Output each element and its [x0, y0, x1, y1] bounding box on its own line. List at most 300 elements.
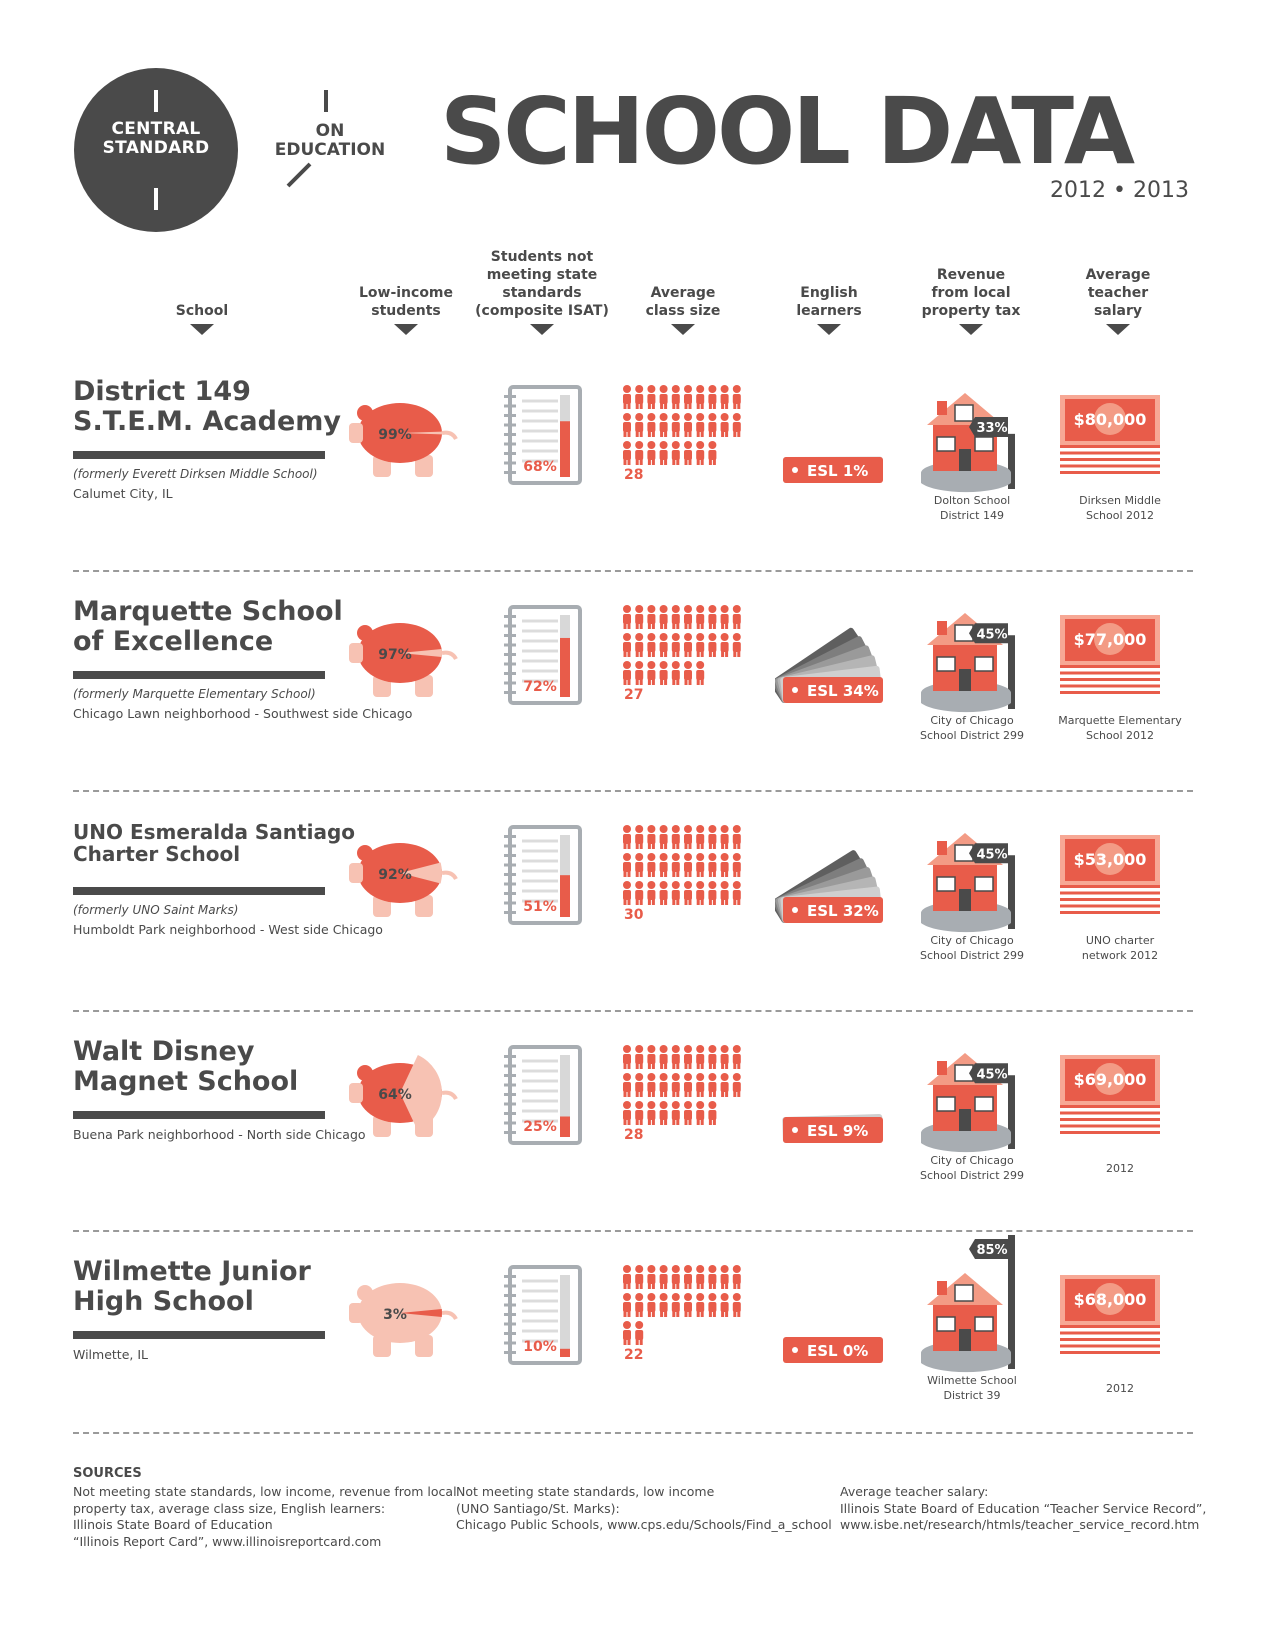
row-divider	[73, 790, 1193, 792]
central-standard-logo	[74, 68, 238, 232]
col-header-not-meeting	[467, 248, 617, 335]
person-icon	[672, 385, 680, 409]
low-income-label: 92%	[378, 867, 412, 883]
former-name: (formerly Everett Dirksen Middle School)	[73, 467, 318, 481]
person-icon	[721, 633, 729, 657]
person-icon	[708, 413, 716, 437]
revenue-label: 45%	[976, 627, 1008, 643]
standards-bar-fill	[560, 1117, 570, 1138]
not-meeting-label: 10%	[523, 1339, 557, 1355]
bill-stack-line	[1060, 1118, 1160, 1121]
person-icon	[733, 1293, 741, 1317]
person-icon	[635, 1321, 643, 1345]
col-header-low-income-label: Low-income students	[358, 285, 454, 319]
bill-stack-line	[1060, 678, 1160, 681]
revenue-caption: Wilmette School District 39	[927, 1374, 1017, 1402]
pig-snout	[349, 1083, 363, 1103]
bill-stack-line	[1060, 1332, 1160, 1335]
pig-tail	[442, 653, 456, 659]
on-education-label: ON EDUCATION	[274, 121, 386, 160]
bill-stack-line	[1060, 885, 1160, 888]
col-header-low-income	[331, 284, 481, 335]
notebook-ring	[504, 443, 516, 446]
person-icon	[733, 1265, 741, 1289]
school-row	[0, 1015, 1275, 1235]
person-icon	[623, 413, 631, 437]
pig-ear	[357, 1285, 373, 1301]
person-icon	[684, 825, 692, 849]
person-icon	[660, 385, 668, 409]
person-icon	[721, 385, 729, 409]
person-icon	[696, 853, 704, 877]
person-icon	[696, 1265, 704, 1289]
person-icon	[623, 661, 631, 685]
notebook-ring	[504, 1351, 516, 1354]
person-icon	[623, 853, 631, 877]
person-icon	[672, 413, 680, 437]
person-icon	[733, 413, 741, 437]
source-text: Average teacher salary: Illinois State Board of Education “Teacher Service Record”, www.isbe.net/research/htmls/teacher_service_record.htm	[840, 1484, 1207, 1532]
revenue-caption: City of Chicago School District 299	[919, 714, 1025, 742]
piggy-bank-icon	[345, 1045, 465, 1145]
person-icon	[672, 1045, 680, 1069]
person-icon	[635, 661, 643, 685]
bill-stack-line	[1060, 892, 1160, 895]
notebook-ring	[504, 1103, 516, 1106]
esl-label: ESL 34%	[807, 682, 879, 700]
person-icon	[635, 413, 643, 437]
notebook-ring	[504, 1074, 516, 1077]
person-icon	[647, 413, 655, 437]
person-icon	[623, 1045, 631, 1069]
low-income-label: 97%	[378, 647, 412, 663]
person-icon	[623, 1101, 631, 1125]
notebook-ring	[504, 634, 516, 637]
notebook-ring	[504, 1332, 516, 1335]
person-icon	[708, 1265, 716, 1289]
standards-bar-fill	[560, 638, 570, 697]
former-name: (formerly UNO Saint Marks)	[73, 903, 239, 917]
person-icon	[623, 1321, 631, 1345]
low-income-label: 64%	[378, 1087, 412, 1103]
esl-swatch-icon	[775, 813, 895, 923]
revenue-caption: Dolton School District 149	[933, 494, 1011, 522]
pig-tail	[442, 433, 456, 439]
row-divider	[73, 1010, 1193, 1012]
house-chimney	[937, 841, 947, 855]
house-window	[975, 1317, 993, 1331]
piggy-bank-icon	[345, 1265, 465, 1365]
school-location: Chicago Lawn neighborhood - Southwest side Chicago	[73, 706, 413, 721]
notebook-ring	[504, 682, 516, 685]
house-window	[975, 877, 993, 891]
person-icon	[672, 661, 680, 685]
person-icon	[696, 441, 704, 465]
years-subtitle: 2012 • 2013	[1050, 178, 1189, 203]
pig-snout	[349, 1303, 363, 1323]
person-icon	[647, 385, 655, 409]
person-icon	[672, 825, 680, 849]
salary-caption: UNO charter network 2012	[1081, 934, 1159, 962]
person-icon	[635, 441, 643, 465]
row-divider	[73, 1230, 1193, 1232]
col-header-salary-label: Average teacher salary	[1085, 267, 1151, 319]
person-icon	[647, 1073, 655, 1097]
person-icon	[660, 825, 668, 849]
notebook-ring	[504, 1093, 516, 1096]
house-window	[955, 405, 973, 421]
person-icon	[647, 825, 655, 849]
salary-label: $80,000	[1073, 410, 1147, 429]
person-icon	[733, 633, 741, 657]
person-icon	[684, 853, 692, 877]
col-header-class-size-label: Average class size	[645, 285, 721, 319]
person-icon	[684, 1045, 692, 1069]
notebook-ring	[504, 644, 516, 647]
person-icon	[660, 1265, 668, 1289]
col-header-salary	[1043, 266, 1193, 335]
person-icon	[696, 1045, 704, 1069]
class-size-people	[620, 823, 760, 933]
person-icon	[696, 1073, 704, 1097]
source-text: Not meeting state standards, low income (UNO Santiago/St. Marks): Chicago Public Schools, www.cps.edu/Schools/Find_a_school	[456, 1484, 832, 1532]
school-location: Calumet City, IL	[73, 486, 173, 501]
bill-stack-line	[1060, 1125, 1160, 1128]
person-icon	[721, 825, 729, 849]
piggy-bank-icon	[345, 385, 465, 485]
revenue-label: 85%	[976, 1243, 1008, 1258]
pig-tail	[442, 1313, 456, 1319]
notebook-ring	[504, 414, 516, 417]
notebook-ring	[504, 462, 516, 465]
standards-bar-track	[560, 1275, 570, 1357]
person-icon	[647, 633, 655, 657]
house-window	[937, 657, 955, 671]
esl-label: ESL 9%	[807, 1122, 869, 1140]
low-income-label: 99%	[378, 427, 412, 443]
notebook-ring	[504, 864, 516, 867]
revenue-label: 45%	[976, 1067, 1008, 1083]
pig-tail	[442, 873, 456, 879]
class-size-people	[620, 603, 760, 713]
sources-heading: SOURCES	[73, 1466, 142, 1481]
revenue-caption: City of Chicago School District 299	[919, 934, 1025, 962]
chevron-down-icon	[190, 324, 214, 335]
school-name: District 149 S.T.E.M. Academy	[73, 376, 341, 438]
row-divider	[73, 570, 1193, 572]
class-size-label: 22	[624, 1347, 644, 1363]
person-icon	[672, 605, 680, 629]
bill-stack-line	[1060, 685, 1160, 688]
notebook-ring	[504, 1065, 516, 1068]
person-icon	[635, 1045, 643, 1069]
bill-stack-line	[1060, 458, 1160, 461]
salary-label: $77,000	[1073, 630, 1147, 649]
person-icon	[684, 413, 692, 437]
person-icon	[708, 1045, 716, 1069]
bill-stack-line	[1060, 1112, 1160, 1115]
person-icon	[672, 441, 680, 465]
school-row	[0, 575, 1275, 795]
school-name-underline	[73, 451, 325, 459]
person-icon	[635, 853, 643, 877]
bill-stack-line	[1060, 911, 1160, 914]
person-icon	[733, 881, 741, 905]
pig-snout	[349, 423, 363, 443]
notebook-ring	[504, 1055, 516, 1058]
class-size-label: 30	[624, 907, 644, 923]
salary-caption: Marquette Elementary School 2012	[1058, 714, 1182, 742]
pig-snout	[349, 643, 363, 663]
notebook-ring	[504, 1323, 516, 1326]
house-window	[937, 437, 955, 451]
notebook-ring	[504, 663, 516, 666]
notebook-icon	[502, 383, 592, 493]
person-icon	[672, 1073, 680, 1097]
house-window	[975, 1097, 993, 1111]
not-meeting-label: 51%	[523, 899, 557, 915]
person-icon	[684, 385, 692, 409]
person-icon	[647, 1101, 655, 1125]
notebook-ring	[504, 873, 516, 876]
house-door	[959, 889, 971, 911]
notebook-ring	[504, 902, 516, 905]
chevron-down-icon	[671, 324, 695, 335]
person-icon	[635, 825, 643, 849]
person-icon	[708, 881, 716, 905]
col-header-school	[127, 302, 277, 335]
person-icon	[623, 1073, 631, 1097]
bill-stack-line	[1060, 672, 1160, 675]
notebook-ring	[504, 1112, 516, 1115]
person-icon	[623, 633, 631, 657]
person-icon	[660, 881, 668, 905]
school-row	[0, 355, 1275, 575]
person-icon	[708, 1073, 716, 1097]
person-icon	[696, 413, 704, 437]
notebook-ring	[504, 883, 516, 886]
notebook-icon	[502, 603, 592, 713]
money-bill-icon	[1060, 1053, 1180, 1153]
house-chimney	[937, 621, 947, 635]
col-header-school-label: School	[175, 303, 229, 319]
person-icon	[733, 1045, 741, 1069]
person-icon	[623, 881, 631, 905]
class-size-people	[620, 383, 760, 493]
person-icon	[660, 853, 668, 877]
standards-bar-fill	[560, 875, 570, 917]
col-header-revenue-label: Revenue from local property tax	[921, 267, 1021, 319]
salary-caption: Dirksen Middle School 2012	[1079, 494, 1161, 522]
person-icon	[660, 633, 668, 657]
person-icon	[647, 661, 655, 685]
school-name: Walt Disney Magnet School	[73, 1036, 299, 1098]
not-meeting-label: 25%	[523, 1119, 557, 1135]
person-icon	[733, 853, 741, 877]
pig-tail	[442, 1093, 456, 1099]
bill-stack-line	[1060, 1105, 1160, 1108]
bill-stack-line	[1060, 905, 1160, 908]
person-icon	[721, 881, 729, 905]
esl-label: ESL 0%	[807, 1342, 869, 1360]
notebook-ring	[504, 615, 516, 618]
notebook-ring	[504, 672, 516, 675]
salary-caption: 2012	[1106, 1382, 1134, 1395]
not-meeting-label: 68%	[523, 459, 557, 475]
notebook-ring	[504, 424, 516, 427]
person-icon	[623, 825, 631, 849]
school-name-underline	[73, 887, 325, 895]
person-icon	[684, 605, 692, 629]
esl-swatch-icon	[775, 1253, 895, 1363]
person-icon	[721, 853, 729, 877]
person-icon	[672, 881, 680, 905]
notebook-ring	[504, 835, 516, 838]
notebook-ring	[504, 433, 516, 436]
person-icon	[660, 605, 668, 629]
school-location: Wilmette, IL	[73, 1347, 148, 1362]
person-icon	[696, 881, 704, 905]
salary-label: $69,000	[1073, 1070, 1147, 1089]
person-icon	[660, 441, 668, 465]
pig-ear	[357, 405, 373, 421]
pig-snout	[349, 863, 363, 883]
notebook-ring	[504, 405, 516, 408]
house-chimney	[937, 1281, 947, 1295]
chevron-down-icon	[530, 324, 554, 335]
bill-stack-line	[1060, 1338, 1160, 1341]
person-icon	[635, 1265, 643, 1289]
school-name: Wilmette Junior High School	[73, 1256, 311, 1318]
person-icon	[635, 605, 643, 629]
money-bill-icon	[1060, 1273, 1180, 1373]
house-window	[955, 1285, 973, 1301]
source-text: Not meeting state standards, low income, revenue from local property tax, average class size, English learners: Illinois State Board of Education “Illinois Report Card”, www.illinoisreportcard.com	[73, 1484, 457, 1549]
bill-stack-line	[1060, 445, 1160, 448]
person-icon	[721, 1265, 729, 1289]
col-header-class-size	[608, 284, 758, 335]
class-size-people	[620, 1043, 760, 1153]
person-icon	[647, 853, 655, 877]
person-icon	[708, 853, 716, 877]
row-divider	[73, 1432, 1193, 1434]
money-bill-icon	[1060, 833, 1180, 933]
person-icon	[635, 385, 643, 409]
person-icon	[684, 441, 692, 465]
standards-bar-fill	[560, 1349, 570, 1357]
notebook-ring	[504, 395, 516, 398]
notebook-ring	[504, 845, 516, 848]
esl-label: ESL 1%	[807, 462, 869, 480]
person-icon	[721, 1293, 729, 1317]
person-icon	[708, 385, 716, 409]
piggy-bank-icon	[345, 605, 465, 705]
revenue-caption: City of Chicago School District 299	[919, 1154, 1025, 1182]
esl-swatch-icon	[775, 373, 895, 483]
class-size-label: 27	[624, 687, 644, 703]
person-icon	[696, 661, 704, 685]
person-icon	[684, 881, 692, 905]
chevron-down-icon	[959, 324, 983, 335]
person-icon	[733, 1073, 741, 1097]
house-window	[937, 877, 955, 891]
school-location: Buena Park neighborhood - North side Chicago	[73, 1127, 366, 1142]
person-icon	[696, 385, 704, 409]
person-icon	[635, 633, 643, 657]
person-icon	[647, 881, 655, 905]
person-icon	[708, 1293, 716, 1317]
person-icon	[623, 441, 631, 465]
esl-swatch-icon	[775, 593, 895, 703]
house-door	[959, 449, 971, 471]
esl-swatch-icon	[775, 1033, 895, 1143]
class-size-label: 28	[624, 467, 644, 483]
notebook-ring	[504, 1131, 516, 1134]
page-title: SCHOOL DATA	[440, 78, 1133, 185]
person-icon	[647, 441, 655, 465]
person-icon	[635, 1293, 643, 1317]
person-icon	[708, 605, 716, 629]
col-header-not-meeting-label: Students not meeting state standards (composite ISAT)	[475, 249, 609, 319]
piggy-bank-icon	[345, 825, 465, 925]
person-icon	[733, 385, 741, 409]
house-door	[959, 669, 971, 691]
house-window	[975, 437, 993, 451]
bill-stack-line	[1060, 1131, 1160, 1134]
person-icon	[635, 1101, 643, 1125]
notebook-ring	[504, 1285, 516, 1288]
esl-label: ESL 32%	[807, 902, 879, 920]
person-icon	[660, 1045, 668, 1069]
person-icon	[696, 1293, 704, 1317]
not-meeting-label: 72%	[523, 679, 557, 695]
house-chimney	[937, 401, 947, 415]
school-name-underline	[73, 1111, 325, 1119]
former-name: (formerly Marquette Elementary School)	[73, 687, 316, 701]
person-icon	[623, 605, 631, 629]
chevron-down-icon	[1106, 324, 1130, 335]
standards-bar-fill	[560, 421, 570, 477]
chevron-down-icon	[817, 324, 841, 335]
notebook-ring	[504, 653, 516, 656]
house-window	[937, 1097, 955, 1111]
house-chimney	[937, 1061, 947, 1075]
col-header-english-label: English learners	[796, 285, 862, 319]
notebook-ring	[504, 691, 516, 694]
class-size-label: 28	[624, 1127, 644, 1143]
person-icon	[672, 853, 680, 877]
notebook-ring	[504, 892, 516, 895]
bill-stack-line	[1060, 471, 1160, 474]
school-name-underline	[73, 1331, 325, 1339]
person-icon	[721, 605, 729, 629]
person-icon	[660, 1293, 668, 1317]
pig-ear	[357, 845, 373, 861]
salary-label: $53,000	[1073, 850, 1147, 869]
bill-stack-line	[1060, 1345, 1160, 1348]
person-icon	[623, 385, 631, 409]
notebook-ring	[504, 1275, 516, 1278]
bill-stack-line	[1060, 465, 1160, 468]
person-icon	[684, 661, 692, 685]
notebook-ring	[504, 1084, 516, 1087]
person-icon	[660, 1101, 668, 1125]
col-header-english	[754, 284, 904, 335]
person-icon	[647, 1265, 655, 1289]
person-icon	[708, 633, 716, 657]
bill-stack-line	[1060, 1351, 1160, 1354]
person-icon	[684, 1265, 692, 1289]
